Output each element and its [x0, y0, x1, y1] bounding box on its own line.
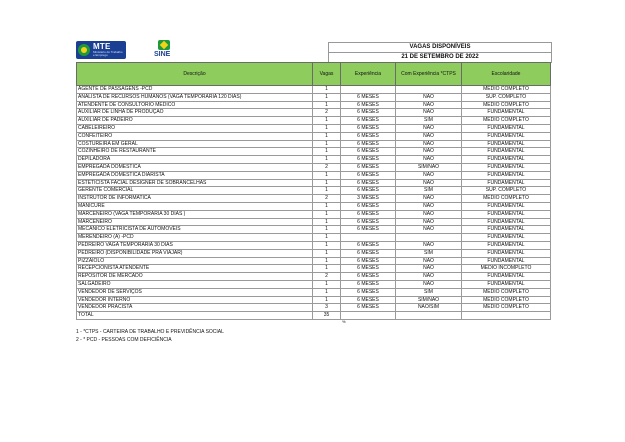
cell-vacancies: 1 [313, 93, 341, 101]
cell-ctps-experience: NAO [396, 171, 462, 179]
cell-vacancies: 1 [313, 265, 341, 273]
cell-education: FUNDAMENTAL [462, 241, 551, 249]
cell-description: DEPILADORA [77, 156, 313, 164]
cell-description: ATENDENTE DE CONSULTORIO MEDICO [77, 101, 313, 109]
table-row [77, 132, 551, 140]
cell-ctps-experience: NAO [396, 148, 462, 156]
cell-education: FUNDAMENTAL [462, 109, 551, 117]
cell-experience: 6 MESES [341, 218, 396, 226]
header-ctps-experience: Com Experiência *CTPS [396, 63, 462, 86]
cell-ctps-experience: SIM/NAO [396, 296, 462, 304]
cell-vacancies: 1 [313, 249, 341, 257]
table-row [77, 117, 551, 125]
cell-ctps-experience: NAO [396, 109, 462, 117]
cell-education: SUP. COMPLETO [462, 93, 551, 101]
table-header-row [77, 63, 551, 86]
table-row [77, 171, 551, 179]
table-row [77, 124, 551, 132]
cell-experience: 6 MESES [341, 202, 396, 210]
cell-experience: 6 MESES [341, 93, 396, 101]
cell-vacancies: 2 [313, 109, 341, 117]
cell-vacancies: 3 [313, 304, 341, 312]
cell-vacancies: 1 [313, 179, 341, 187]
cell-description: MANICURE [77, 202, 313, 210]
cell-vacancies: 1 [313, 202, 341, 210]
cell-ctps-experience: NAO [396, 257, 462, 265]
table-row [77, 140, 551, 148]
table-row [77, 187, 551, 195]
percent-mark: % [342, 319, 346, 324]
cell-experience: 6 MESES [341, 117, 396, 125]
table-row [77, 86, 551, 94]
cell-vacancies: 1 [313, 101, 341, 109]
cell-education: FUNDAMENTAL [462, 234, 551, 242]
cell-description: MECÂNICO ELETRICISTA DE AUTOMOVEIS [77, 226, 313, 234]
sheet-title: VAGAS DISPONÍVEIS [328, 42, 552, 52]
sheet-date: 21 DE SETEMBRO DE 2022 [328, 52, 552, 63]
cell-education: MEDIO COMPLETO [462, 304, 551, 312]
cell-vacancies: 1 [313, 124, 341, 132]
table-row [77, 226, 551, 234]
cell-description: SALGADEIRO [77, 280, 313, 288]
cell-vacancies: 2 [313, 195, 341, 203]
cell-ctps-experience: SIM [396, 187, 462, 195]
mte-logo [76, 41, 126, 59]
sine-mark-icon [158, 40, 170, 50]
cell-vacancies: 1 [313, 288, 341, 296]
cell-description: MERENDEIRO (A) -PCD [77, 234, 313, 242]
table-row [77, 179, 551, 187]
cell-description: CABELEIREIRO [77, 124, 313, 132]
cell-vacancies: 1 [313, 156, 341, 164]
cell-education: FUNDAMENTAL [462, 140, 551, 148]
cell-vacancies: 1 [313, 140, 341, 148]
footnote-pcd: 2 - * PCD - PESSOAS COM DEFICIÊNCIA [76, 337, 172, 343]
cell-experience [341, 86, 396, 94]
cell-vacancies: 1 [313, 234, 341, 242]
total-row [77, 312, 551, 320]
table-row [77, 304, 551, 312]
table-body [77, 86, 551, 312]
cell-experience [341, 234, 396, 242]
cell-description: INSTRUTOR DE INFORMATICA [77, 195, 313, 203]
table-row [77, 288, 551, 296]
cell-experience: 6 MESES [341, 187, 396, 195]
cell-vacancies: 1 [313, 296, 341, 304]
cell-ctps-experience: NAO [396, 140, 462, 148]
cell-description: REPOSITOR DE MERCADO [77, 273, 313, 281]
cell-education: MEDIO COMPLETO [462, 101, 551, 109]
table-row [77, 273, 551, 281]
cell-experience: 6 MESES [341, 171, 396, 179]
cell-education: FUNDAMENTAL [462, 202, 551, 210]
cell-ctps-experience: SIM [396, 117, 462, 125]
header-vacancies: Vagas [313, 63, 341, 86]
cell-description: ESTETICISTA FACIAL DESIGNER DE SOBRANCELHAS [77, 179, 313, 187]
cell-ctps-experience: NAO [396, 273, 462, 281]
cell-description: GERENTE COMERCIAL [77, 187, 313, 195]
cell-experience: 6 MESES [341, 296, 396, 304]
cell-education: FUNDAMENTAL [462, 280, 551, 288]
cell-description: COSTUREIRA EM GERAL [77, 140, 313, 148]
table-row [77, 148, 551, 156]
cell-education: FUNDAMENTAL [462, 132, 551, 140]
cell-experience: 6 MESES [341, 304, 396, 312]
cell-vacancies: 1 [313, 241, 341, 249]
vacancies-table [76, 62, 551, 320]
cell-education: FUNDAMENTAL [462, 179, 551, 187]
cell-experience: 6 MESES [341, 163, 396, 171]
cell-ctps-experience: NAO [396, 156, 462, 164]
cell-description: VENDEDOR INTERNO [77, 296, 313, 304]
cell-description: EMPREGADA DOMESTICA [77, 163, 313, 171]
cell-education: SUP. COMPLETO [462, 187, 551, 195]
cell-ctps-experience [396, 234, 462, 242]
header-education: Escolaridade [462, 63, 551, 86]
cell-education: MEDIO COMPLETO [462, 195, 551, 203]
cell-experience: 6 MESES [341, 132, 396, 140]
header-experience: Experiência [341, 63, 396, 86]
cell-experience: 6 MESES [341, 226, 396, 234]
cell-vacancies: 1 [313, 86, 341, 94]
mte-logo-text: MTE [93, 42, 111, 51]
mte-logo-subtext: Ministério do Trabalho e Emprego [93, 50, 123, 57]
table-row [77, 202, 551, 210]
cell-ctps-experience: NAO [396, 280, 462, 288]
sine-logo-text: SINE [154, 51, 171, 58]
cell-description: EMPREGADA DOMESTICA DIARISTA [77, 171, 313, 179]
cell-education: FUNDAMENTAL [462, 148, 551, 156]
table-row [77, 210, 551, 218]
cell-education: FUNDAMENTAL [462, 257, 551, 265]
footnote-ctps: 1 - *CTPS - CARTEIRA DE TRABALHO E PREVIDÊNCIA SOCIAL [76, 329, 224, 335]
cell-experience: 6 MESES [341, 179, 396, 187]
table-row [77, 156, 551, 164]
cell-vacancies: 1 [313, 132, 341, 140]
cell-description: VENDEDOR PRACISTA [77, 304, 313, 312]
table-row [77, 249, 551, 257]
cell-description: AGENTE DE PASSAGENS -PCD [77, 86, 313, 94]
cell-vacancies: 2 [313, 273, 341, 281]
cell-ctps-experience: NAO [396, 226, 462, 234]
cell-description: PEDREIRO VAGA TEMPORARIA 30 DIAS [77, 241, 313, 249]
header-description: Descrição [77, 63, 313, 86]
cell-description: PIZZAIOLO [77, 257, 313, 265]
cell-experience: 6 MESES [341, 140, 396, 148]
cell-description: CONFEITEIRO [77, 132, 313, 140]
cell-ctps-experience: NAO [396, 202, 462, 210]
cell-description: MARCENEIRO (VAGA TEMPORARIA 30 DIAS ) [77, 210, 313, 218]
sine-logo [154, 40, 174, 61]
total-empty-cell [462, 312, 551, 320]
brazil-flag-icon [78, 44, 90, 56]
cell-ctps-experience: NAO [396, 93, 462, 101]
cell-education: MEDIO COMPLETO [462, 117, 551, 125]
cell-description: ANALISTA DE RECURSOS HUMANOS (VAGA TEMPORARIA 120 DIAS) [77, 93, 313, 101]
cell-ctps-experience: NAO [396, 132, 462, 140]
cell-description: RECEPCIONISTA ATENDENTE [77, 265, 313, 273]
total-label: TOTAL [77, 312, 313, 320]
cell-vacancies: 1 [313, 171, 341, 179]
cell-experience: 6 MESES [341, 101, 396, 109]
footnotes [76, 328, 224, 344]
cell-vacancies: 1 [313, 148, 341, 156]
cell-experience: 6 MESES [341, 280, 396, 288]
cell-experience: 6 MESES [341, 265, 396, 273]
cell-description: PEDREIRO (DISPONIBILIDADE PRA VIAJAR) [77, 249, 313, 257]
cell-ctps-experience: NAO [396, 124, 462, 132]
cell-ctps-experience [396, 86, 462, 94]
table-row [77, 257, 551, 265]
cell-experience: 6 MESES [341, 210, 396, 218]
cell-vacancies: 1 [313, 257, 341, 265]
cell-education: FUNDAMENTAL [462, 249, 551, 257]
cell-ctps-experience: NAO/SIM [396, 304, 462, 312]
table-row [77, 241, 551, 249]
cell-experience: 6 MESES [341, 273, 396, 281]
cell-vacancies: 1 [313, 187, 341, 195]
total-empty-cell [396, 312, 462, 320]
table-row [77, 101, 551, 109]
cell-experience: 6 MESES [341, 249, 396, 257]
cell-experience: 6 MESES [341, 124, 396, 132]
cell-education: MEDIO COMPLETO [462, 288, 551, 296]
cell-ctps-experience: NAO [396, 218, 462, 226]
table-row [77, 280, 551, 288]
cell-ctps-experience: NAO [396, 241, 462, 249]
total-value: 35 [313, 312, 341, 320]
cell-vacancies: 1 [313, 226, 341, 234]
cell-description: VENDEDOR DE SERVIÇOS [77, 288, 313, 296]
cell-vacancies: 1 [313, 210, 341, 218]
cell-ctps-experience: SIM/NAO [396, 163, 462, 171]
cell-education: FUNDAMENTAL [462, 226, 551, 234]
table-row [77, 109, 551, 117]
cell-vacancies: 2 [313, 163, 341, 171]
cell-experience: 6 MESES [341, 109, 396, 117]
table-row [77, 296, 551, 304]
table-row [77, 218, 551, 226]
cell-education: FUNDAMENTAL [462, 124, 551, 132]
cell-description: MARCENEIRO [77, 218, 313, 226]
cell-description: AUXILIAR DE LINHA DE PRODUÇÃO [77, 109, 313, 117]
table-row [77, 234, 551, 242]
logos [76, 40, 172, 62]
cell-education: FUNDAMENTAL [462, 163, 551, 171]
cell-experience: 3 MESES [341, 195, 396, 203]
cell-education: FUNDAMENTAL [462, 218, 551, 226]
cell-experience: 6 MESES [341, 257, 396, 265]
table-row [77, 195, 551, 203]
cell-vacancies: 1 [313, 218, 341, 226]
table-row [77, 163, 551, 171]
cell-ctps-experience: NAO [396, 101, 462, 109]
cell-ctps-experience: SIM [396, 249, 462, 257]
cell-ctps-experience: NAO [396, 179, 462, 187]
total-empty-cell [341, 312, 396, 320]
cell-ctps-experience: NAO [396, 195, 462, 203]
cell-education: MEDIO COMPLETO [462, 296, 551, 304]
cell-education: MEDIO INCOMPLETO [462, 265, 551, 273]
table-row [77, 265, 551, 273]
cell-vacancies: 1 [313, 280, 341, 288]
cell-education: MEDIO COMPLETO [462, 86, 551, 94]
cell-education: FUNDAMENTAL [462, 210, 551, 218]
table-row [77, 93, 551, 101]
cell-ctps-experience: NAO [396, 210, 462, 218]
cell-experience: 6 MESES [341, 148, 396, 156]
cell-ctps-experience: NAO [396, 265, 462, 273]
cell-education: FUNDAMENTAL [462, 156, 551, 164]
cell-experience: 6 MESES [341, 156, 396, 164]
cell-experience: 6 MESES [341, 241, 396, 249]
cell-ctps-experience: SIM [396, 288, 462, 296]
cell-experience: 6 MESES [341, 288, 396, 296]
cell-education: FUNDAMENTAL [462, 273, 551, 281]
cell-description: AUXILIAR DE PADEIRO [77, 117, 313, 125]
cell-education: FUNDAMENTAL [462, 171, 551, 179]
cell-vacancies: 1 [313, 117, 341, 125]
cell-description: COZINHEIRO DE RESTAURANTE [77, 148, 313, 156]
